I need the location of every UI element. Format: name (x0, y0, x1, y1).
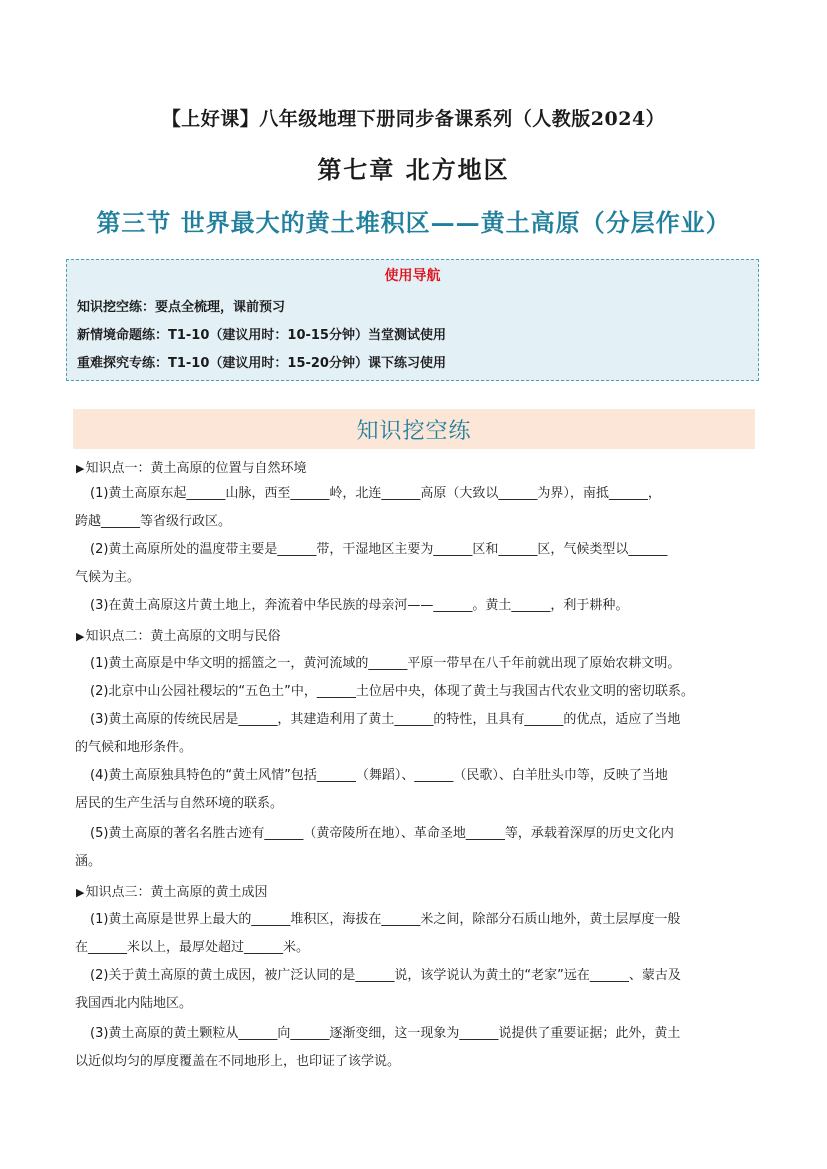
exercise-line: (3)在黄土高原这片黄土地上，奔流着中华民族的母亲河——______。黄土______，利于耕种。 (90, 598, 629, 613)
usage-guide-line: 新情境命题练：T1-10（建议用时：10-15分钟）当堂测试使用 (77, 328, 446, 343)
knowledge-point-heading: ▶知识点三：黄土高原的黄土成因 (76, 885, 268, 900)
triangle-bullet-icon: ▶ (76, 462, 85, 475)
section-banner-title: 知识挖空练 (356, 419, 472, 444)
exercise-line: 以近似均匀的厚度覆盖在不同地形上，也印证了该学说。 (75, 1054, 401, 1069)
exercise-line: 居民的生产生活与自然环境的联系。 (75, 796, 284, 811)
exercise-line: (1)黄土高原东起______山脉，西至______岭，北连______高原（大致以______为界），南抵______， (90, 486, 661, 501)
exercise-line: 的气候和地形条件。 (75, 740, 193, 755)
exercise-line: (5)黄土高原的著名名胜古迹有______（黄帝陵所在地）、革命圣地______等，承载着深厚的历史文化内 (90, 826, 674, 841)
exercise-line: (3)黄土高原的黄土颗粒从______向______逐渐变细，这一现象为______说提供了重要证据；此外，黄土 (90, 1026, 681, 1041)
exercise-line: (1)黄土高原是中华文明的摇篮之一，黄河流域的______平原一带早在八千年前就出现了原始农耕文明。 (90, 656, 681, 671)
usage-guide-line: 知识挖空练：要点全梳理，课前预习 (77, 300, 286, 315)
exercise-line: 涵。 (75, 854, 102, 869)
exercise-line: (1)黄土高原是世界上最大的______堆积区，海拔在______米之间，除部分石质山地外，黄土层厚度一般 (90, 912, 681, 927)
exercise-line: (3)黄土高原的传统民居是______，其建造利用了黄土______的特性，且具有______的优点，适应了当地 (90, 712, 681, 727)
section-title: 第三节 世界最大的黄土堆积区——黄土高原（分层作业） (96, 208, 731, 237)
exercise-line: (2)黄土高原所处的温度带主要是______带，干湿地区主要为______区和______区，气候类型以______ (90, 542, 668, 557)
exercise-line: 气候为主。 (75, 570, 141, 585)
exercise-line: (4)黄土高原独具特色的“黄土风情”包括______（舞蹈）、______（民歌）、白羊肚头巾等，反映了当地 (90, 768, 668, 783)
exercise-line: (2)关于黄土高原的黄土成因，被广泛认同的是______说，该学说认为黄土的“老家”远在______、蒙古及 (90, 968, 681, 983)
usage-guide-line: 重难探究专练：T1-10（建议用时：15-20分钟）课下练习使用 (77, 356, 446, 371)
exercise-line: 我国西北内陆地区。 (75, 996, 193, 1011)
usage-guide-box (66, 259, 759, 381)
exercise-line: 跨越______等省级行政区。 (75, 514, 232, 529)
chapter-title: 第七章 北方地区 (317, 156, 510, 184)
series-title: 【上好课】八年级地理下册同步备课系列（人教版2024） (161, 108, 666, 130)
triangle-bullet-icon: ▶ (76, 886, 85, 899)
section-banner (73, 409, 755, 449)
knowledge-point-heading: ▶知识点一：黄土高原的位置与自然环境 (76, 461, 307, 476)
usage-guide-heading: 使用导航 (384, 268, 441, 284)
exercise-line: (2)北京中山公园社稷坛的“五色土”中，______土位居中央，体现了黄土与我国古代农业文明的密切联系。 (90, 684, 694, 699)
knowledge-point-heading: ▶知识点二：黄土高原的文明与民俗 (76, 629, 281, 644)
triangle-bullet-icon: ▶ (76, 630, 85, 643)
exercise-line: 在______米以上，最厚处超过______米。 (75, 940, 310, 955)
